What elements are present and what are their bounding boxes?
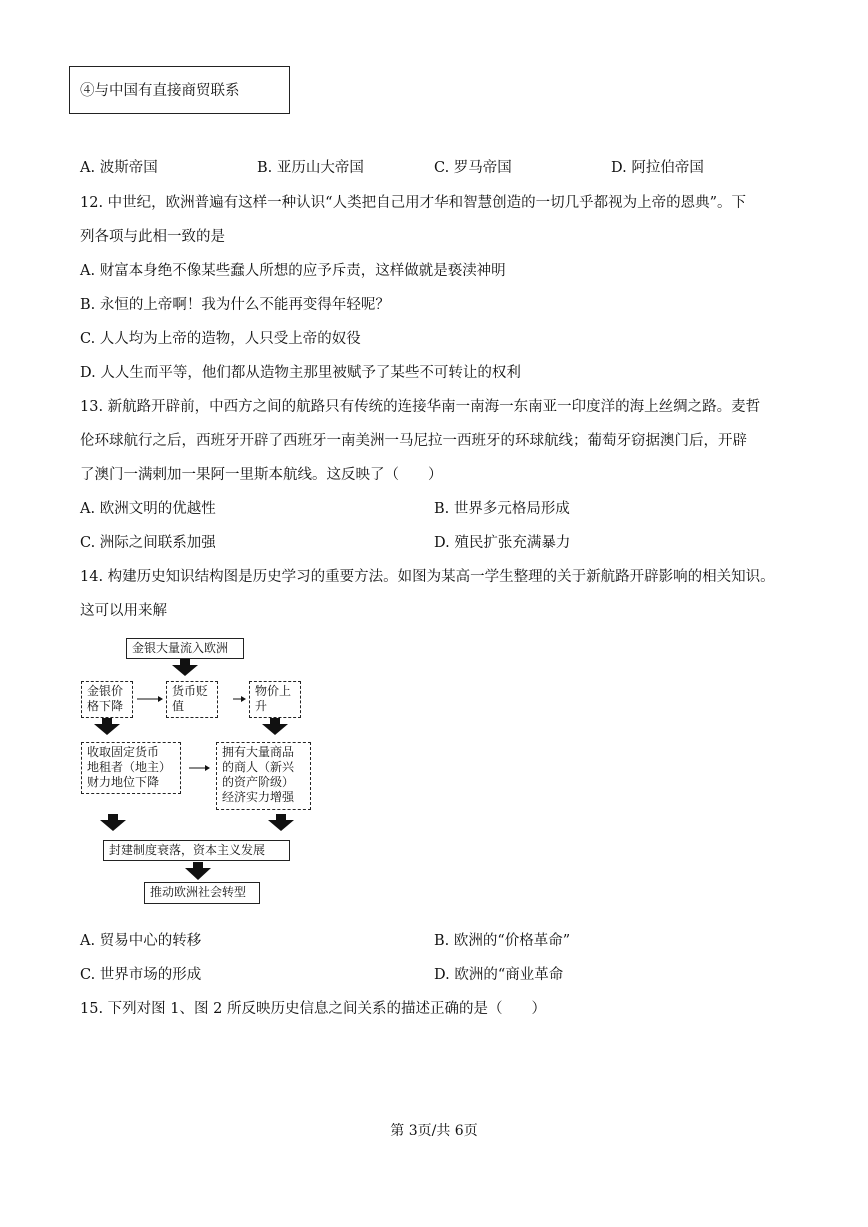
page-footer: 第 3页/共 6页 (390, 1123, 478, 1139)
q13-option-a: A. 欧洲文明的优越性 (80, 501, 216, 517)
q13-option-c: C. 洲际之间联系加强 (80, 535, 216, 551)
diagram-box-social-transformation: 推动欧洲社会转型 (144, 882, 260, 904)
q12-option-c: C. 人人均为上帝的造物，人只受上帝的奴役 (80, 331, 361, 347)
diagram-box-currency-devalue: 货币贬 值 (166, 681, 218, 718)
q14-option-b: B. 欧洲的“价格革命” (434, 933, 571, 949)
q13-option-b: B. 世界多元格局形成 (434, 501, 570, 517)
q13-stem-line2: 伦环球航行之后，西班牙开辟了西班牙一南美洲一马尼拉一西班牙的环球航线；葡萄牙窃据澳门后，开辟 (80, 433, 747, 449)
q14-option-c: C. 世界市场的形成 (80, 967, 202, 983)
q12-option-a: A. 财富本身绝不像某些蠢人所想的应予斥责，这样做就是亵渎神明 (80, 263, 506, 279)
q14-stem-line2: 这可以用来解 (80, 603, 167, 619)
arrow-down-r2-right (262, 718, 288, 735)
diagram-box-merchants: 拥有大量商品 的商人（新兴 的资产阶级） 经济实力增强 (216, 742, 311, 810)
q12-option-d: D. 人人生而平等，他们都从造物主那里被赋予了某些不可转让的权利 (80, 365, 521, 381)
diagram-box-price-rise: 物价上 升 (249, 681, 301, 718)
arrow-down-r3-right (268, 814, 294, 831)
arrow-down-top (172, 659, 198, 676)
q14-option-d: D. 欧洲的“商业革命 (434, 967, 564, 983)
diagram-box-feudal-decline: 封建制度衰落，资本主义发展 (103, 840, 290, 861)
diagram-box-gold-inflow: 金银大量流入欧洲 (126, 638, 244, 659)
arrowhead-r3 (205, 765, 210, 771)
arrow-down-r2-left (94, 718, 120, 735)
q13-option-d: D. 殖民扩张充满暴力 (434, 535, 571, 551)
q14-stem-line1: 14. 构建历史知识结构图是历史学习的重要方法。如图为某高一学生整理的关于新航路开辟影响的相关知识。 (80, 569, 775, 585)
q12-stem-line1: 12. 中世纪，欧洲普遍有这样一种认识“人类把自己用才华和智慧创造的一切几乎都视为上帝的恩典”。下 (80, 195, 746, 211)
statement-4-text: ④与中国有直接商贸联系 (80, 83, 240, 99)
diagram-box-landlords: 收取固定货币 地租者（地主） 财力地位下降 (81, 742, 181, 794)
q15-stem: 15. 下列对图 1、图 2 所反映历史信息之间关系的描述正确的是（ ） (80, 1001, 546, 1017)
q11-option-c: C. 罗马帝国 (434, 160, 512, 176)
q13-stem-line3: 了澳门一满剌加一果阿一里斯本航线。这反映了（ ） (80, 467, 443, 483)
q12-option-b: B. 永恒的上帝啊！我为什么不能再变得年轻呢？ (80, 297, 390, 313)
q14-option-a: A. 贸易中心的转移 (80, 933, 202, 949)
q11-option-a: A. 波斯帝国 (80, 160, 158, 176)
arrow-down-r3-left (100, 814, 126, 831)
q13-stem-line1: 13. 新航路开辟前，中西方之间的航路只有传统的连接华南一南海一东南亚一印度洋的海上丝绸之路。麦哲 (80, 399, 761, 415)
diagram-box-gold-price-fall: 金银价 格下降 (81, 681, 133, 718)
arrowhead-r2-1 (158, 696, 163, 702)
arrow-down-r4 (185, 862, 211, 880)
q12-stem-line2: 列各项与此相一致的是 (80, 229, 225, 245)
q11-option-b: B. 亚历山大帝国 (257, 160, 364, 176)
q11-option-d: D. 阿拉伯帝国 (611, 160, 704, 176)
arrowhead-r2-2 (241, 696, 246, 702)
